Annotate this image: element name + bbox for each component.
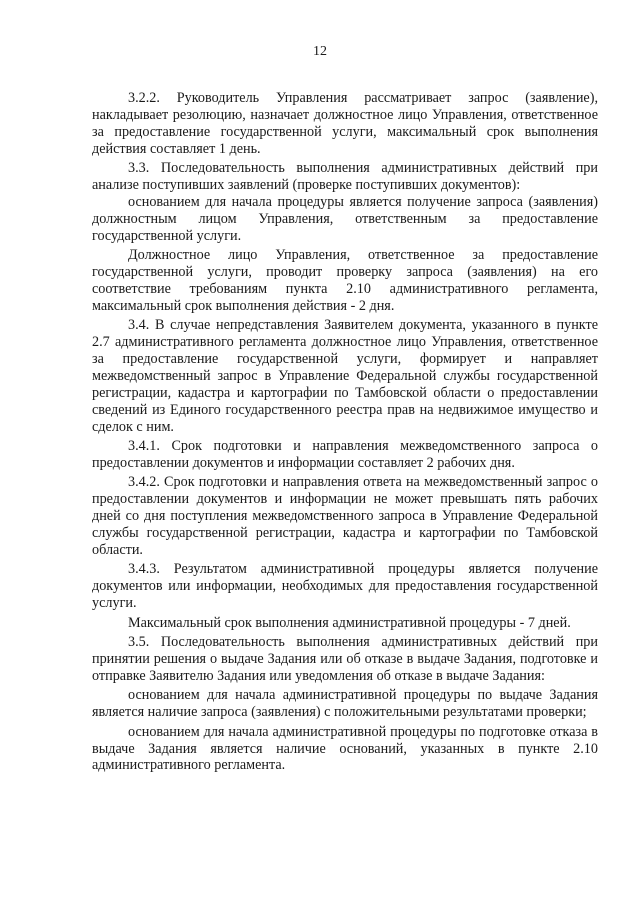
paragraph-3-4: 3.4. В случае непредставления Заявителем документа, указанного в пункте 2.7 административного регламента должностное лицо Управления, ответственное за предоставление государственной услуги, формирует и направляет межведомственный запрос в Управление Федеральной службы государственной регистрации, кадастра и картографии по Тамбовской области о предоставлении сведений из Единого государственного реестра прав на недвижимое имущество и сделок с ним. (92, 317, 598, 435)
document-body (92, 90, 598, 777)
paragraph-3-5-basis-refusal: основанием для начала административной процедуры по подготовке отказа в выдаче Задания является наличие оснований, указанных в пункте 2.10 административного регламента. (92, 723, 598, 774)
paragraph-3-5: 3.5. Последовательность выполнения административных действий при принятии решения о выдаче Задания или об отказе в выдаче Задания, подготовке и отправке Заявителю Задания или уведомления об отказе в выдаче Задания: (92, 634, 598, 684)
page-number: 12 (313, 44, 327, 59)
paragraph-3-4-2: 3.4.2. Срок подготовки и направления ответа на межведомственный запрос о предоставлении документов и информации не может превышать пять рабочих дней со дня поступления межведомственного запроса в Управление Федеральной службы государственной регистрации, кадастра и картографии по Тамбовской области. (92, 474, 598, 559)
paragraph-3-3-basis: основанием для начала процедуры является получение запроса (заявления) должностным лицом Управления, ответственным за предоставление государственной услуги. (92, 193, 598, 244)
paragraph-3-3-check: Должностное лицо Управления, ответственное за предоставление государственной услуги, проводит проверку запроса (заявления) на его соответствие требованиям пункта 2.10 административного регламента, максимальный срок выполнения действия - 2 дня. (92, 247, 598, 314)
paragraph-3-3: 3.3. Последовательность выполнения административных действий при анализе поступивших заявлений (проверке поступивших документов): (92, 160, 598, 194)
paragraph-3-4-3: 3.4.3. Результатом административной процедуры является получение документов или информации, необходимых для предоставления государственной услуги. (92, 561, 598, 612)
paragraph-3-2-2: 3.2.2. Руководитель Управления рассматривает запрос (заявление), накладывает резолюцию, назначает должностное лицо Управления, ответственное за предоставление государственной услуги, максимальный срок выполнения действия составляет 1 день. (92, 90, 598, 157)
paragraph-3-5-basis-issue: основанием для начала административной процедуры по выдаче Задания является наличие запроса (заявления) с положительными результатами проверки; (92, 687, 598, 721)
paragraph-max-term: Максимальный срок выполнения административной процедуры - 7 дней. (128, 614, 571, 631)
paragraph-3-4-1: 3.4.1. Срок подготовки и направления межведомственного запроса о предоставлении документов и информации составляет 2 рабочих дня. (92, 438, 598, 472)
